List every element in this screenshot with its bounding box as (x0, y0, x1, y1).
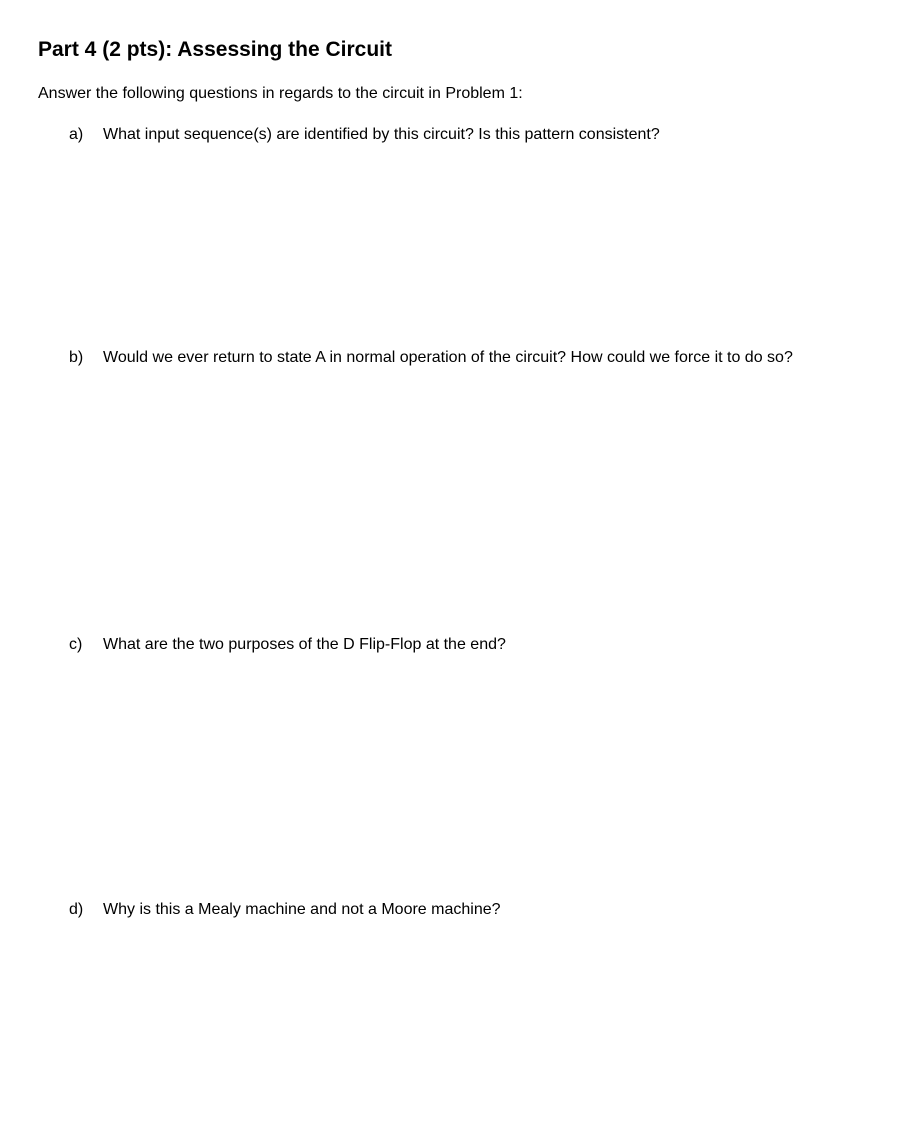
instruction-text: Answer the following questions in regards to the circuit in Problem 1: (38, 85, 523, 102)
answer-space-b (103, 400, 863, 620)
page-title: Part 4 (2 pts): Assessing the Circuit (38, 38, 392, 61)
answer-space-c (103, 665, 863, 885)
question-d-text: Why is this a Mealy machine and not a Moore machine? (103, 901, 501, 918)
answer-space-d (103, 930, 863, 1130)
question-b-letter: b) (69, 349, 84, 366)
question-a-text: What input sequence(s) are identified by this circuit? Is this pattern consistent? (103, 126, 660, 143)
question-b-text: Would we ever return to state A in normal operation of the circuit? How could we force it to do so? (103, 349, 793, 366)
question-c-text: What are the two purposes of the D Flip-Flop at the end? (103, 636, 506, 653)
answer-space-a (103, 155, 863, 335)
question-c-letter: c) (69, 636, 83, 653)
question-d-letter: d) (69, 901, 84, 918)
question-a-letter: a) (69, 126, 84, 143)
